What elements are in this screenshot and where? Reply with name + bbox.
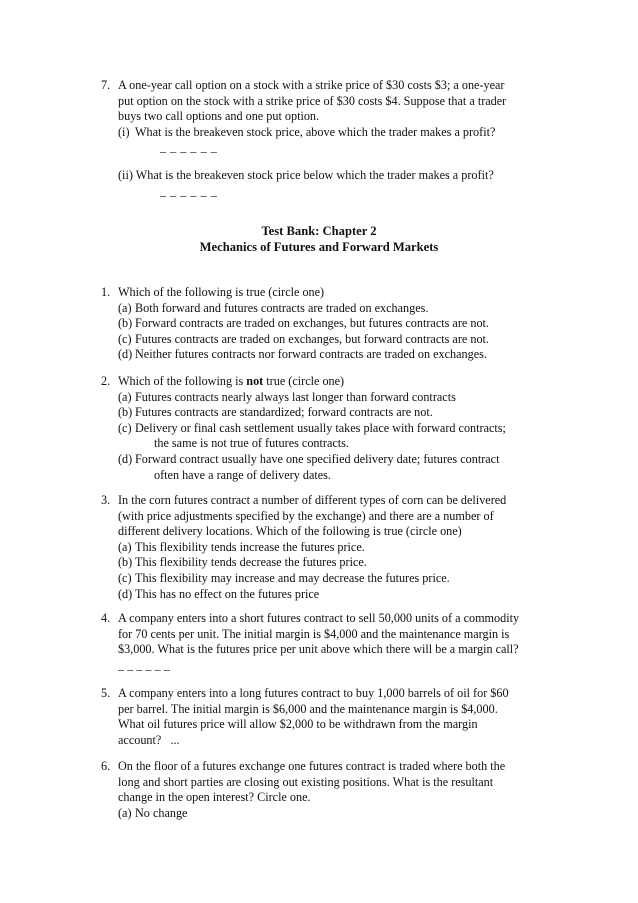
question-text-line: long and short parties are closing out existing positions. What is the resultant bbox=[118, 774, 494, 789]
question-text-line: On the floor of a futures exchange one futures contract is traded where both the bbox=[118, 759, 506, 773]
stem-emphasis: not bbox=[246, 374, 264, 388]
answer-blank: _ _ _ _ _ _ bbox=[160, 140, 218, 155]
chapter-subtitle: Mechanics of Futures and Forward Markets bbox=[199, 240, 439, 254]
stem-text: true (circle one) bbox=[263, 374, 345, 388]
option-d bbox=[118, 587, 563, 603]
option-label: (a) bbox=[118, 300, 132, 315]
option-text: This has no effect on the futures price bbox=[135, 586, 320, 601]
option-text: This flexibility tends increase the futures price. bbox=[135, 539, 365, 554]
question-stem bbox=[118, 374, 563, 390]
question-text-line: (with price adjustments specified by the exchange) and there are a number of bbox=[118, 508, 494, 523]
question-number: 1. bbox=[101, 285, 111, 299]
option-d bbox=[118, 347, 563, 363]
question-7 bbox=[101, 78, 563, 199]
option-text: Futures contracts are standardized; forward contracts are not. bbox=[135, 405, 433, 420]
option-continuation: often have a range of delivery dates. bbox=[154, 467, 331, 482]
option-label: (c) bbox=[118, 570, 132, 585]
question-text-line: A company enters into a long futures contract to buy 1,000 barrels of oil for $60 bbox=[118, 686, 509, 700]
question-text-line: different delivery locations. Which of the following is true (circle one) bbox=[118, 524, 462, 539]
question-text-line: $3,000. What is the futures price per unit above which there will be a margin call? bbox=[118, 642, 519, 657]
question-number: 2. bbox=[101, 374, 111, 388]
question-stem: Which of the following is true (circle one) bbox=[118, 285, 325, 299]
option-a bbox=[118, 390, 563, 406]
option-label: (b) bbox=[118, 405, 133, 420]
answer-blank: _ _ _ _ _ _ bbox=[118, 657, 170, 672]
option-a bbox=[118, 540, 563, 556]
question-part-i bbox=[118, 125, 563, 141]
answer-blank: _ _ _ _ _ _ bbox=[160, 183, 218, 198]
question-number: 6. bbox=[101, 759, 111, 773]
option-label: (b) bbox=[118, 316, 133, 331]
option-c bbox=[118, 421, 563, 437]
option-label: (b) bbox=[118, 555, 133, 570]
question-text-line: In the corn futures contract a number of different types of corn can be delivered bbox=[118, 493, 507, 507]
option-a bbox=[118, 301, 563, 317]
question-text-line: What oil futures price will allow $2,000 to be withdrawn from the margin bbox=[118, 717, 478, 732]
option-text: Both forward and futures contracts are traded on exchanges. bbox=[135, 300, 429, 315]
question-3 bbox=[101, 493, 563, 602]
question-text-line: put option on the stock with a strike price of $30 costs $4. Suppose that a trader bbox=[118, 93, 507, 108]
option-a bbox=[118, 806, 563, 822]
question-text-line: change in the open interest? Circle one. bbox=[118, 790, 311, 805]
part-text: What is the breakeven stock price, above which the trader makes a profit? bbox=[135, 124, 496, 139]
stem-text: Which of the following is bbox=[118, 374, 247, 388]
question-number: 7. bbox=[101, 78, 111, 92]
option-label: (a) bbox=[118, 539, 132, 554]
question-number: 4. bbox=[101, 611, 111, 625]
option-label: (d) bbox=[118, 586, 133, 601]
option-label: (a) bbox=[118, 389, 132, 404]
question-1 bbox=[101, 285, 563, 363]
option-text: This flexibility tends decrease the futures price. bbox=[135, 555, 367, 570]
option-c bbox=[118, 571, 563, 587]
option-label: (d) bbox=[118, 347, 133, 362]
option-text: This flexibility may increase and may decrease the futures price. bbox=[135, 570, 450, 585]
option-c bbox=[118, 332, 563, 348]
question-text-line: A one-year call option on a stock with a strike price of $30 costs $3; a one-year bbox=[118, 78, 505, 92]
option-text: Delivery or final cash settlement usually takes place with forward contracts; bbox=[135, 420, 506, 435]
option-label: (d) bbox=[118, 451, 133, 466]
option-b bbox=[118, 555, 563, 571]
question-5 bbox=[101, 686, 563, 748]
option-label: (c) bbox=[118, 331, 132, 346]
part-label: (i) bbox=[118, 124, 130, 139]
question-part-ii: (ii) What is the breakeven stock price below which the trader makes a profit? bbox=[118, 167, 494, 182]
option-text: Neither futures contracts nor forward contracts are traded on exchanges. bbox=[135, 347, 487, 362]
question-text-line: for 70 cents per unit. The initial margin is $4,000 and the maintenance margin is bbox=[118, 626, 510, 641]
option-text: Futures contracts are traded on exchanges, but forward contracts are not. bbox=[135, 331, 489, 346]
option-text: Forward contracts are traded on exchanges, but futures contracts are not. bbox=[135, 316, 489, 331]
option-text: Forward contract usually have one specified delivery date; futures contract bbox=[135, 451, 500, 466]
question-text-line: account? ... bbox=[118, 732, 180, 747]
chapter-title: Test Bank: Chapter 2 bbox=[261, 224, 377, 238]
question-text-line: A company enters into a short futures contract to sell 50,000 units of a commodity bbox=[118, 611, 520, 625]
option-b bbox=[118, 316, 563, 332]
option-label: (c) bbox=[118, 420, 132, 435]
question-4 bbox=[101, 611, 563, 673]
question-number: 5. bbox=[101, 686, 111, 700]
question-number: 3. bbox=[101, 493, 111, 507]
option-b bbox=[118, 405, 563, 421]
question-text-line: per barrel. The initial margin is $6,000 and the maintenance margin is $4,000. bbox=[118, 701, 498, 716]
question-text-line: buys two call options and one put option. bbox=[118, 109, 320, 124]
question-6 bbox=[101, 759, 563, 821]
option-d bbox=[118, 452, 563, 468]
option-label: (a) bbox=[118, 805, 132, 820]
option-text: Futures contracts nearly always last longer than forward contracts bbox=[135, 389, 456, 404]
question-2 bbox=[101, 374, 563, 483]
option-text: No change bbox=[135, 805, 188, 820]
option-continuation: the same is not true of futures contracts. bbox=[154, 436, 349, 451]
